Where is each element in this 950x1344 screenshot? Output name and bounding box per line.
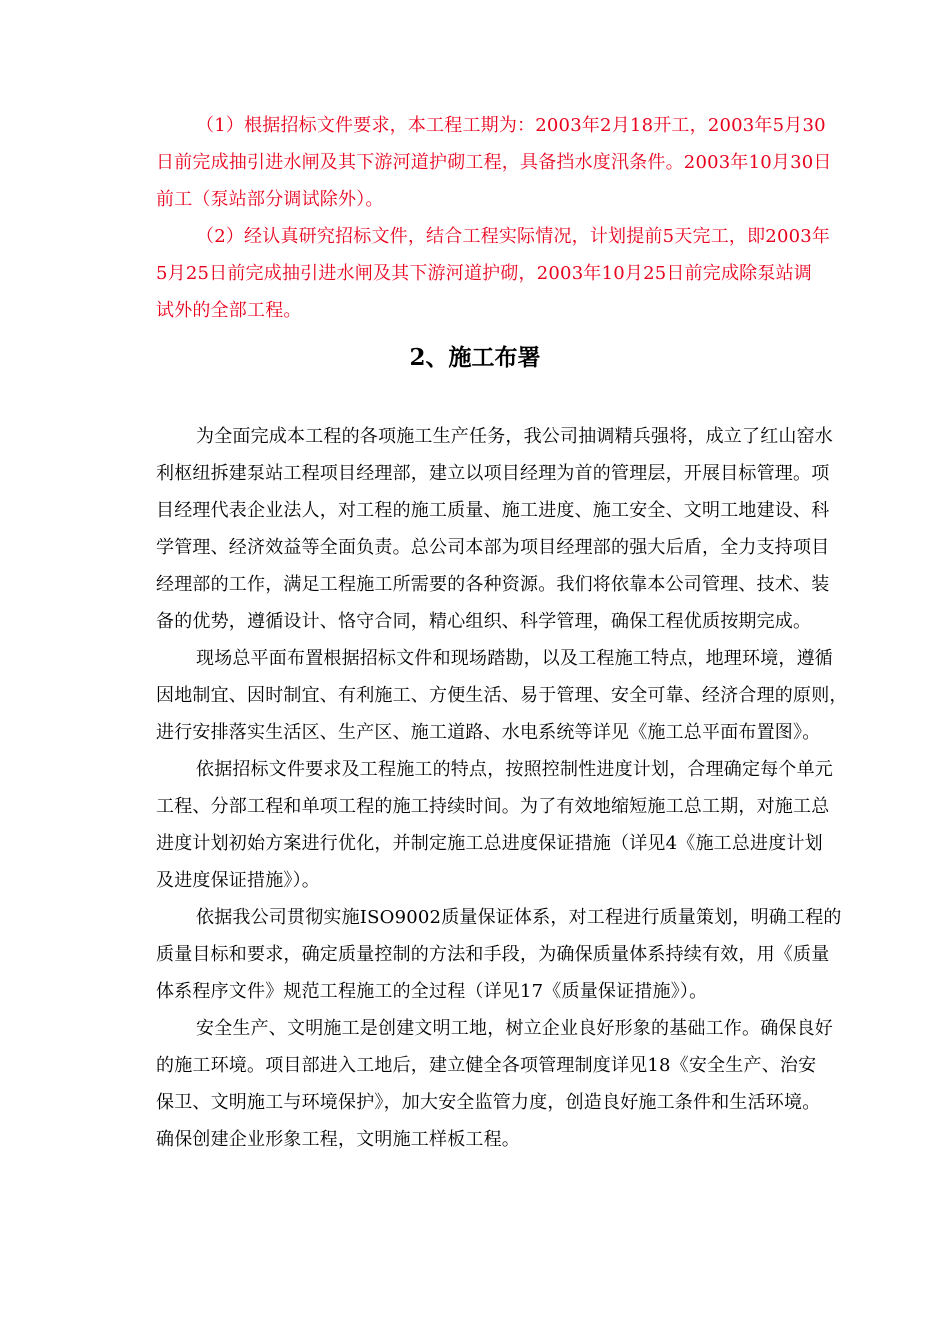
section-p4-line-2: 质量目标和要求，确定质量控制的方法和手段，为确保质量体系持续有效，用《质量 [156, 944, 830, 965]
section-p3-line-3: 进度计划初始方案进行优化，并制定施工总进度保证措施（详见4《施工总进度计划 [156, 833, 823, 854]
section-p5-line-3: 保卫、文明施工与环境保护》，加大安全监管力度，创造良好施工条件和生活环境。 [156, 1092, 821, 1113]
section-p5-line-4: 确保创建企业形象工程，文明施工样板工程。 [156, 1129, 520, 1150]
intro-p1-line-2: 日前完成抽引进水闸及其下游河道护砌工程，具备挡水度汛条件。2003年10月30日 [156, 152, 832, 173]
intro-p2-line-1: （2）经认真研究招标文件，结合工程实际情况，计划提前5天完工，即2003年 [196, 226, 831, 247]
section-p1-line-6: 备的优势，遵循设计、恪守合同，精心组织、科学管理，确保工程优质按期完成。 [156, 611, 812, 632]
section-p5-line-1: 安全生产、文明施工是创建文明工地，树立企业良好形象的基础工作。确保良好 [196, 1018, 833, 1039]
intro-p1-line-3: 前工（泵站部分调试除外）。 [156, 189, 384, 210]
section-p4-line-3: 体系程序文件》规范工程施工的全过程（详见17《质量保证措施》）。 [156, 981, 708, 1002]
section-p3-line-2: 工程、分部工程和单项工程的施工持续时间。为了有效地缩短施工总工期，对施工总 [156, 796, 830, 817]
section-p1-line-5: 经理部的工作，满足工程施工所需要的各种资源。我们将依靠本公司管理、技术、装 [156, 574, 830, 595]
intro-p1-line-1: （1）根据招标文件要求，本工程工期为：2003年2月18开工，2003年5月30 [196, 115, 826, 136]
section-p3-line-1: 依据招标文件要求及工程施工的特点，按照控制性进度计划，合理确定每个单元 [196, 759, 833, 780]
section-p1-line-3: 目经理代表企业法人，对工程的施工质量、施工进度、施工安全、文明工地建设、科 [156, 500, 830, 521]
section-p1-line-4: 学管理、经济效益等全面负责。总公司本部为项目经理部的强大后盾，全力支持项目 [156, 537, 830, 558]
section-p2-line-1: 现场总平面布置根据招标文件和现场踏勘，以及工程施工特点，地理环境，遵循 [196, 648, 833, 669]
intro-p2-line-3: 试外的全部工程。 [156, 300, 302, 321]
section-p2-line-2: 因地制宜、因时制宜、有利施工、方便生活、易于管理、安全可靠、经济合理的原则， [156, 685, 848, 706]
section-p1-line-2: 利枢纽拆建泵站工程项目经理部，建立以项目经理为首的管理层，开展目标管理。项 [156, 463, 830, 484]
section-p1-line-1: 为全面完成本工程的各项施工生产任务，我公司抽调精兵强将，成立了红山窑水 [196, 426, 833, 447]
section-heading: 2、施工布署 [409, 344, 541, 371]
section-p2-line-3: 进行安排落实生活区、生产区、施工道路、水电系统等详见《施工总平面布置图》。 [156, 722, 821, 743]
section-p4-line-1: 依据我公司贯彻实施ISO9002质量保证体系，对工程进行质量策划，明确工程的 [196, 907, 842, 928]
section-p5-line-2: 的施工环境。项目部进入工地后，建立健全各项管理制度详见18《安全生产、治安 [156, 1055, 817, 1076]
section-p3-line-4: 及进度保证措施》）。 [156, 870, 320, 891]
intro-p2-line-2: 5月25日前完成抽引进水闸及其下游河道护砌，2003年10月25日前完成除泵站调 [156, 263, 812, 284]
